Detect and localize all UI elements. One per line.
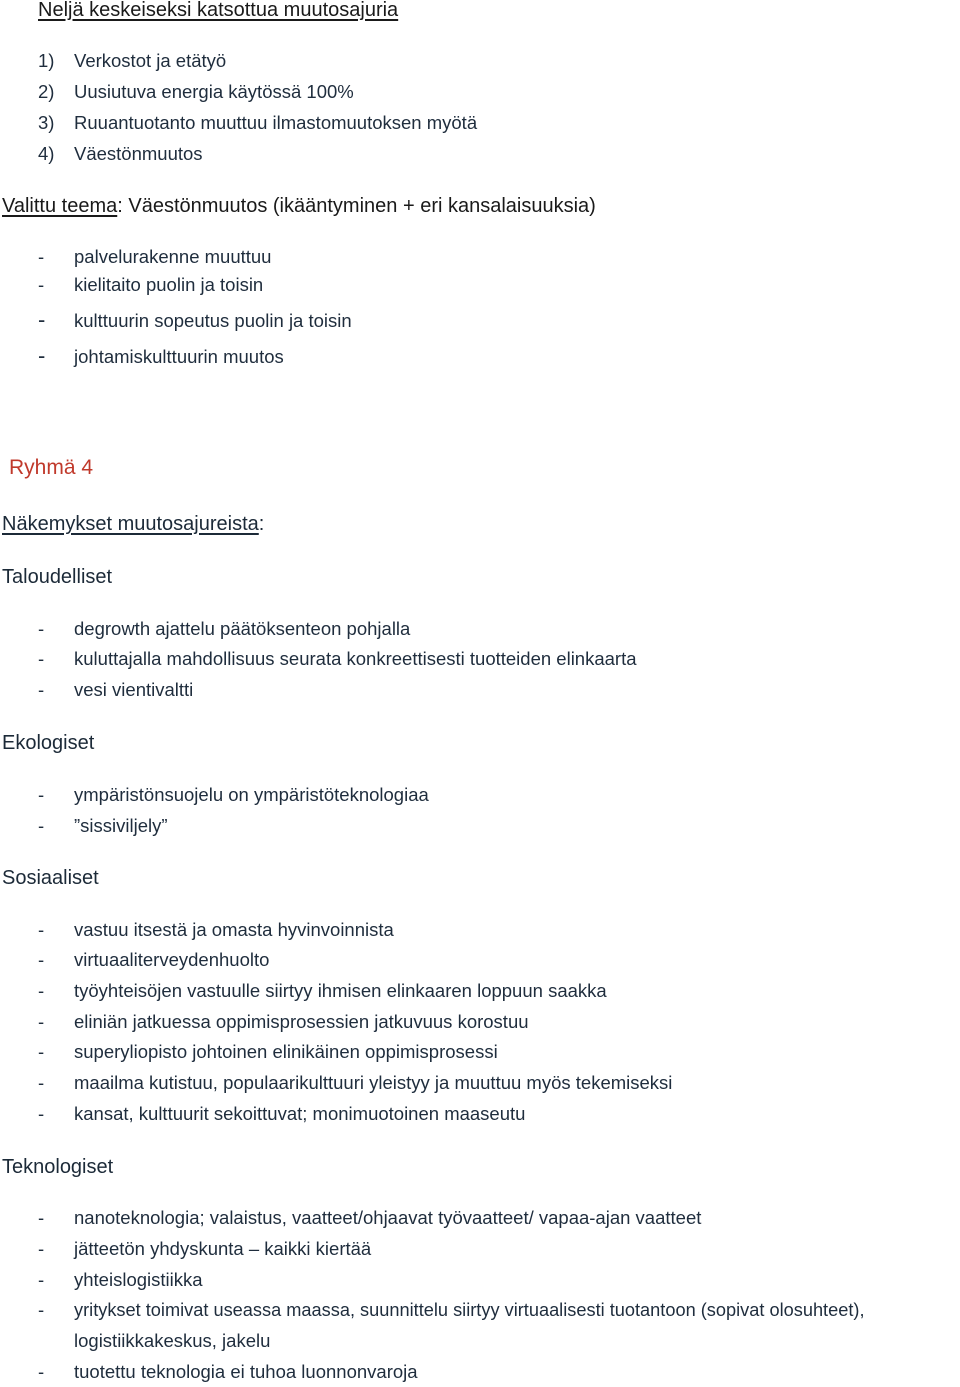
list-text: vesi vientivaltti [74,679,194,700]
list-item [0,1074,960,1098]
list-item [0,1043,960,1067]
list-dash: - [38,919,45,940]
list-text: kielitaito puolin ja toisin [74,274,264,295]
list-text: ”sissiviljely” [74,815,168,836]
list-item [0,145,960,169]
list-item [0,343,960,372]
views-heading [2,514,264,534]
list-text: vastuu itsestä ja omasta hyvinvoinnista [74,919,394,940]
list-text: logistiikkakeskus, jakelu [74,1330,271,1351]
list-text: maailma kutistuu, populaarikulttuuri yleistyy ja muuttuu myös tekemiseksi [74,1072,673,1093]
list-dash: - [38,343,46,368]
list-item [0,1013,960,1037]
chosen-theme-colon: : [117,195,123,217]
list-text: jätteetön yhdyskunta – kaikki kiertää [74,1238,372,1259]
list-item [0,1209,960,1233]
list-text: kansat, kulttuurit sekoittuvat; monimuotoinen maaseutu [74,1103,526,1124]
list-dash: - [38,274,45,295]
list-dash: - [38,815,45,836]
list-dash: - [38,246,45,267]
section-title-social: Sosiaaliset [2,867,99,889]
chosen-theme-value: Väestönmuutos (ikääntyminen + eri kansalaisuuksia) [122,195,596,217]
views-label: Näkemykset muutosajureista [2,513,259,535]
list-dash: - [38,1299,45,1320]
list-dash: - [38,1103,45,1124]
list-text: johtamiskulttuurin muutos [74,346,284,367]
group-title: Ryhmä 4 [9,456,94,479]
list-dash: - [38,980,45,1001]
list-dash: - [38,1238,45,1259]
section-title-ecological: Ekologiset [2,732,95,754]
section-title-economic: Taloudelliset [2,566,113,588]
list-item [0,817,960,841]
list-text: palvelurakenne muuttuu [74,246,272,267]
list-item [0,681,960,705]
list-text: Väestönmuutos [74,143,203,164]
list-dash: - [38,618,45,639]
list-text: Ruuantuotanto muuttuu ilmastomuutoksen myötä [74,112,478,133]
list-text: tuotettu teknologia ei tuhoa luonnonvaroja [74,1361,418,1382]
section-title-technological: Teknologiset [2,1156,114,1178]
list-text: virtuaaliterveydenhuolto [74,949,270,970]
list-item [0,1363,960,1387]
list-dash: - [38,784,45,805]
list-dash: - [38,679,45,700]
list-text: työyhteisöjen vastuulle siirtyy ihmisen elinkaaren loppuun saakka [74,980,607,1001]
list-text: Uusiutuva energia käytössä 100% [74,81,354,102]
list-item [0,951,960,975]
document-heading: Neljä keskeiseksi katsottua muutosajuria [38,0,399,21]
list-dash: - [38,1011,45,1032]
list-number: 4) [38,143,55,164]
list-dash: - [38,307,46,332]
list-item [0,982,960,1006]
list-text: nanoteknologia; valaistus, vaatteet/ohjaavat työvaatteet/ vapaa-ajan vaatteet [74,1207,702,1228]
list-text: kulttuurin sopeutus puolin ja toisin [74,310,352,331]
list-item [0,1301,960,1325]
list-item [0,52,960,76]
views-colon: : [258,513,265,535]
list-item [0,1105,960,1129]
chosen-theme-label: Valittu teema [2,195,118,217]
list-item [0,1240,960,1264]
list-item [0,83,960,107]
list-dash: - [38,1207,45,1228]
list-item [0,921,960,945]
list-item [0,307,960,336]
list-item [0,620,960,644]
list-item [0,114,960,138]
list-text: yhteislogistiikka [74,1269,203,1290]
list-item [0,650,960,674]
list-dash: - [38,949,45,970]
list-dash: - [38,1041,45,1062]
list-text: yritykset toimivat useassa maassa, suunnittelu siirtyy virtuaalisesti tuotantoon (sopivat olosuhteet), [74,1300,865,1320]
list-text: ympäristönsuojelu on ympäristöteknologiaa [74,784,429,805]
list-text: Verkostot ja etätyö [74,50,227,71]
list-item [0,1271,960,1295]
list-text: kuluttajalla mahdollisuus seurata konkreettisesti tuotteiden elinkaarta [74,648,637,669]
list-text: superyliopisto johtoinen elinikäinen oppimisprosessi [74,1041,498,1062]
list-dash: - [38,1361,45,1382]
list-text: eliniän jatkuessa oppimisprosessien jatkuvuus korostuu [74,1011,529,1032]
list-item [0,276,960,300]
list-text: degrowth ajattelu päätöksenteon pohjalla [74,618,411,639]
list-number: 3) [38,112,55,133]
list-item [0,786,960,810]
list-item-continuation [0,1332,960,1356]
chosen-theme [2,196,596,216]
list-dash: - [38,1269,45,1290]
list-number: 2) [38,81,55,102]
list-dash: - [38,1072,45,1093]
list-dash: - [38,648,45,669]
list-item [0,248,960,272]
list-number: 1) [38,50,55,71]
